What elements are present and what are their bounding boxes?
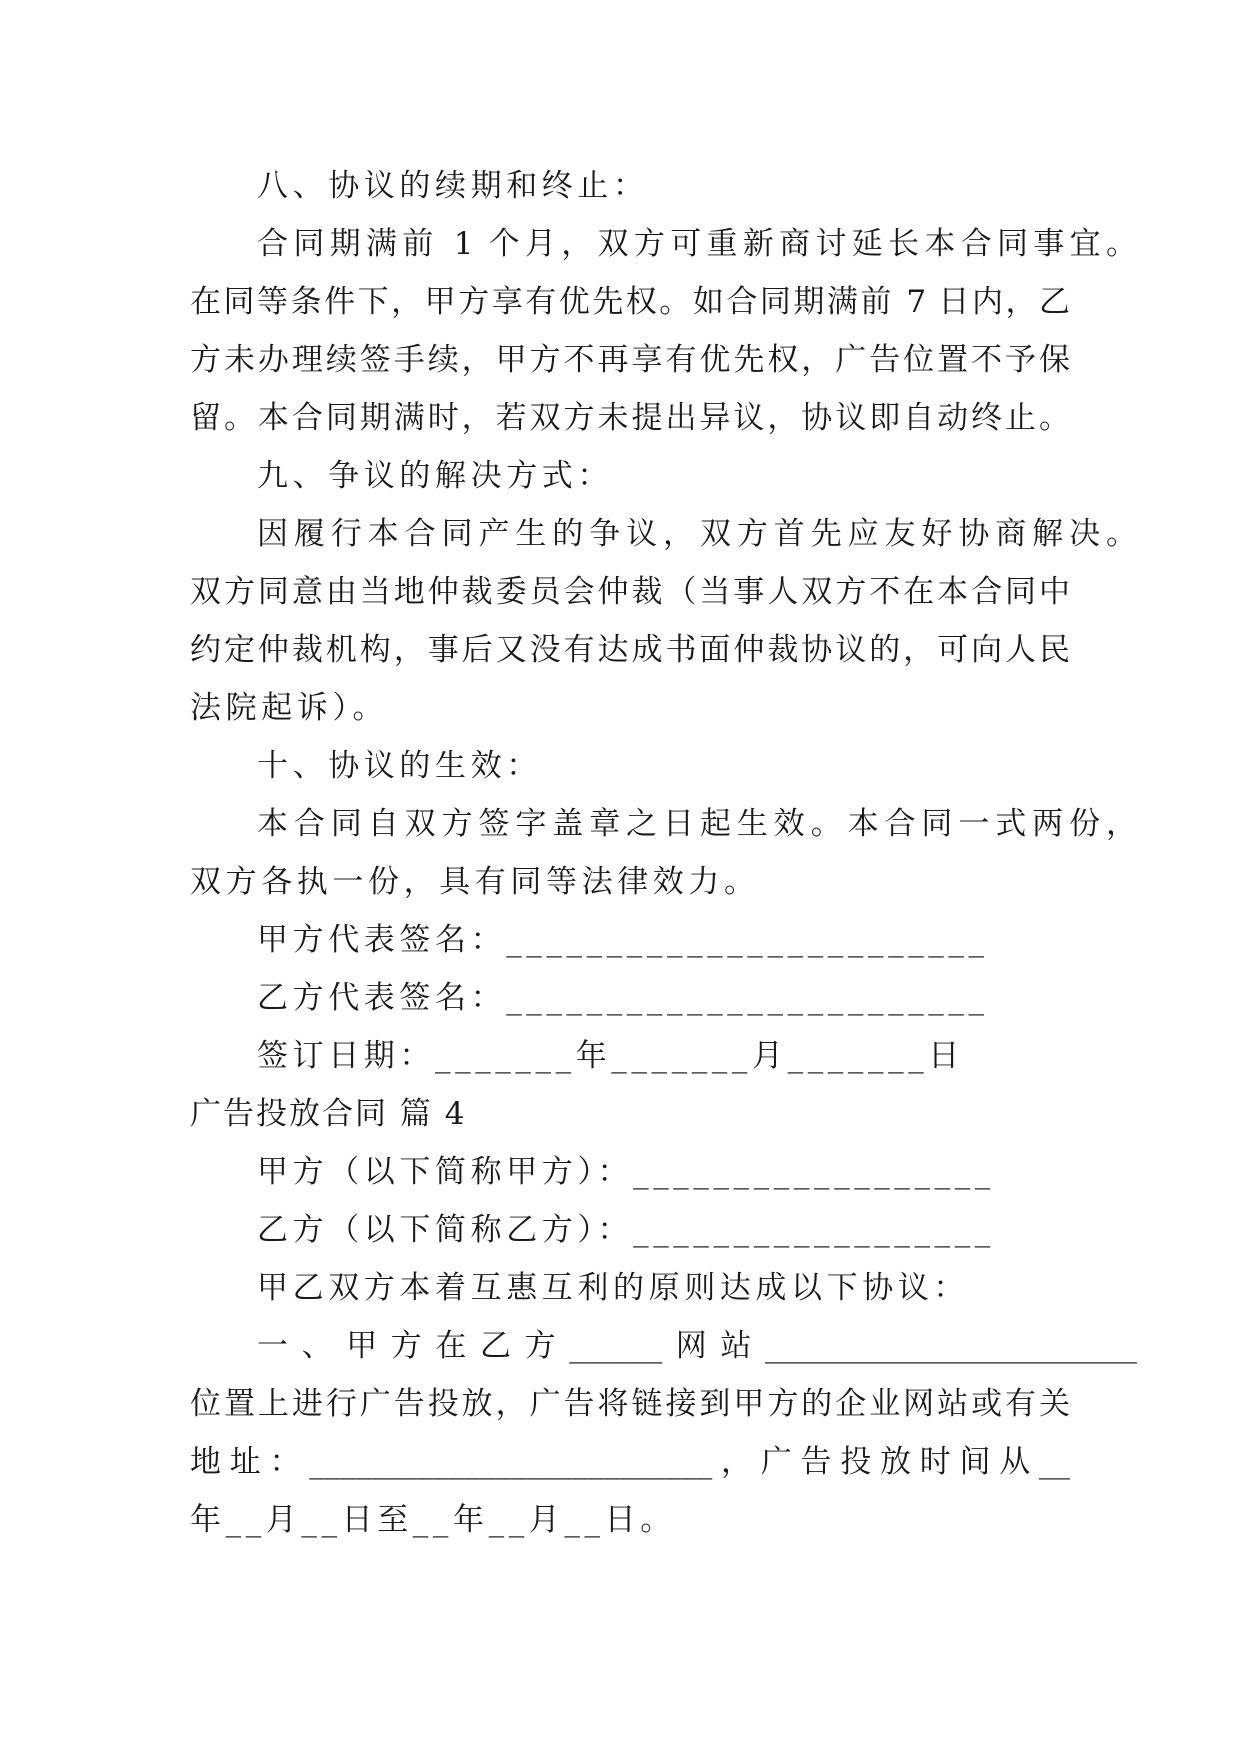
section-heading-9: 九、争议的解决方式： — [257, 458, 613, 494]
paragraph-line: 双方同意由当地仲裁委员会仲裁（当事人双方不在本合同中 — [190, 574, 1070, 610]
paragraph-line: 约定仲裁机构，事后又没有达成书面仲裁协议的，可向人民 — [190, 632, 1070, 668]
clause-1-line: 位置上进行广告投放，广告将链接到甲方的企业网站或有关 — [190, 1386, 1070, 1422]
signing-date-line: 签订日期：_______年_______月_______日 — [257, 1038, 964, 1074]
paragraph-line: 法院起诉）。 — [190, 690, 389, 726]
clause-1-line: 地址：__________________________，广告投放时间从__ — [190, 1444, 1070, 1480]
paragraph-line: 本合同自双方签字盖章之日起生效。本合同一式两份， — [257, 806, 1137, 842]
paragraph-line: 方未办理续签手续，甲方不再享有优先权，广告位置不予保 — [190, 342, 1070, 378]
paragraph-line: 留。本合同期满时，若双方未提出异议，协议即自动终止。 — [190, 400, 1070, 436]
party-b-line: 乙方（以下简称乙方）：__________________ — [257, 1212, 995, 1248]
agreement-intro: 甲乙双方本着互惠互利的原则达成以下协议： — [257, 1270, 969, 1306]
clause-1-line: 年__月__日至__年__月__日。 — [190, 1502, 676, 1538]
section-heading-10: 十、协议的生效： — [257, 748, 542, 784]
clause-1-line: 一、甲方在乙方______网站________________________ — [257, 1328, 1137, 1364]
paragraph-line: 合同期满前 1 个月，双方可重新商讨延长本合同事宜。 — [257, 226, 1137, 262]
paragraph-line: 因履行本合同产生的争议，双方首先应友好协商解决。 — [257, 516, 1137, 552]
contract-title: 广告投放合同 篇 4 — [190, 1096, 467, 1132]
party-a-signature-line: 甲方代表签名：________________________ — [257, 922, 989, 958]
paragraph-line: 在同等条件下，甲方享有优先权。如合同期满前 7 日内，乙 — [190, 284, 1070, 320]
paragraph-line: 双方各执一份，具有同等法律效力。 — [190, 864, 760, 900]
party-a-line: 甲方（以下简称甲方）：__________________ — [257, 1154, 995, 1190]
section-heading-8: 八、协议的续期和终止： — [257, 168, 649, 204]
party-b-signature-line: 乙方代表签名：________________________ — [257, 980, 989, 1016]
